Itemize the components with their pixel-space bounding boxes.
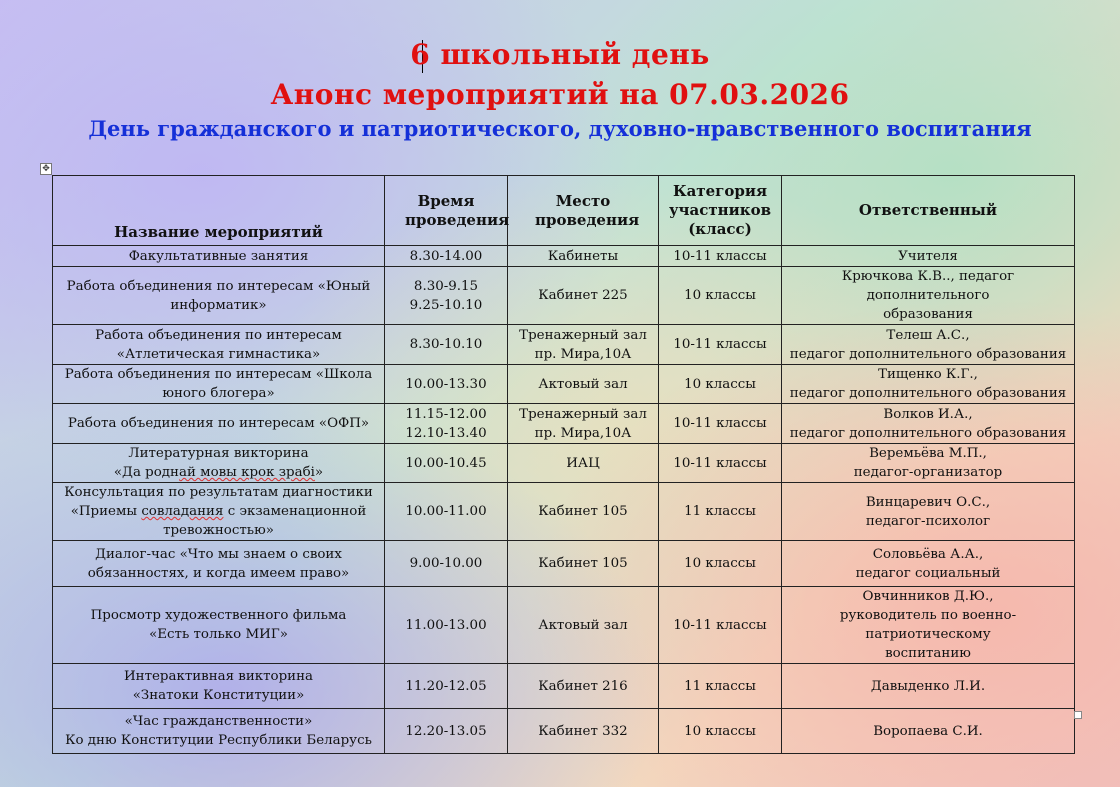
event-name-cell: Литературная викторина «Да роднай мовы крок зрабі»: [53, 444, 385, 483]
event-place-cell: Тренажерный зал пр. Мира,10А: [508, 325, 659, 365]
event-place-cell: ИАЦ: [508, 444, 659, 483]
event-time-cell: 11.15-12.00 12.10-13.40: [385, 404, 508, 444]
event-category-cell: 10-11 классы: [659, 246, 782, 267]
event-responsible-cell: Давыденко Л.И.: [782, 664, 1075, 709]
event-name-cell: Диалог-час «Что мы знаем о своих обязанностях, и когда имеем право»: [53, 541, 385, 587]
event-place-cell: Кабинет 225: [508, 267, 659, 325]
table-row: [53, 709, 1075, 754]
event-place-cell: Актовый зал: [508, 365, 659, 404]
event-category-cell: 10 классы: [659, 709, 782, 754]
spellcheck-underline: совладания: [141, 504, 224, 519]
event-name-cell: Работа объединения по интересам «Школа юного блогера»: [53, 365, 385, 404]
day-title: 6 школьный день: [410, 38, 710, 71]
event-category-cell: 10 классы: [659, 365, 782, 404]
event-category-cell: 10-11 классы: [659, 404, 782, 444]
event-name-cell: Интерактивная викторина «Знатоки Конституции»: [53, 664, 385, 709]
event-category-cell: 10-11 классы: [659, 587, 782, 664]
event-name-cell: «Час гражданственности» Ко дню Конституции Республики Беларусь: [53, 709, 385, 754]
event-name-cell: Работа объединения по интересам «Атлетическая гимнастика»: [53, 325, 385, 365]
table-row: [53, 587, 1075, 664]
event-place-cell: Кабинет 105: [508, 541, 659, 587]
event-responsible-cell: Соловьёва А.А., педагог социальный: [782, 541, 1075, 587]
event-responsible-cell: Винцаревич О.С., педагог-психолог: [782, 483, 1075, 541]
event-name-cell: Работа объединения по интересам «Юный информатик»: [53, 267, 385, 325]
resize-handle-icon[interactable]: [1074, 711, 1082, 719]
event-responsible-cell: Веремьёва М.П., педагог-организатор: [782, 444, 1075, 483]
event-category-cell: 10-11 классы: [659, 325, 782, 365]
spellcheck-underline: ай мовы крок зрабі: [178, 465, 315, 480]
table-row: [53, 444, 1075, 483]
event-place-cell: Кабинет 216: [508, 664, 659, 709]
event-time-cell: 10.00-13.30: [385, 365, 508, 404]
event-time-cell: 10.00-10.45: [385, 444, 508, 483]
theme-subtitle: День гражданского и патриотического, духовно-нравственного воспитания: [88, 116, 1032, 141]
event-time-cell: 12.20-13.05: [385, 709, 508, 754]
event-name-cell: Консультация по результатам диагностики «Приемы совладания с экзаменационной тревожностью»: [53, 483, 385, 541]
event-time-cell: 10.00-11.00: [385, 483, 508, 541]
table-row: [53, 365, 1075, 404]
table-header-row: [53, 176, 1075, 246]
event-category-cell: 11 классы: [659, 483, 782, 541]
event-name-cell: Работа объединения по интересам «ОФП»: [53, 404, 385, 444]
event-category-cell: 11 классы: [659, 664, 782, 709]
table-row: [53, 483, 1075, 541]
table-row: [53, 541, 1075, 587]
table-row: [53, 664, 1075, 709]
event-name-cell: Просмотр художественного фильма «Есть только МИГ»: [53, 587, 385, 664]
table-row: [53, 325, 1075, 365]
move-arrows-icon[interactable]: ✥: [40, 163, 52, 175]
column-header-responsible: Ответственный: [782, 176, 1075, 246]
events-table: [52, 175, 1075, 754]
column-header-category: Категория участников (класс): [659, 176, 782, 246]
event-place-cell: Кабинет 105: [508, 483, 659, 541]
event-time-cell: 11.20-12.05: [385, 664, 508, 709]
event-place-cell: Тренажерный зал пр. Мира,10А: [508, 404, 659, 444]
event-place-cell: Кабинет 332: [508, 709, 659, 754]
event-time-cell: 9.00-10.00: [385, 541, 508, 587]
event-responsible-cell: Воропаева С.И.: [782, 709, 1075, 754]
announcement-title: Анонс мероприятий на 07.03.2026: [270, 78, 850, 111]
column-header-name: Название мероприятий: [53, 176, 385, 246]
column-header-place: Место проведения: [508, 176, 659, 246]
event-place-cell: Актовый зал: [508, 587, 659, 664]
event-responsible-cell: Учителя: [782, 246, 1075, 267]
event-time-cell: 8.30-9.15 9.25-10.10: [385, 267, 508, 325]
table-row: [53, 246, 1075, 267]
event-responsible-cell: Крючкова К.В.., педагог дополнительного образования: [782, 267, 1075, 325]
event-place-cell: Кабинеты: [508, 246, 659, 267]
event-category-cell: 10-11 классы: [659, 444, 782, 483]
event-name-cell: Факультативные занятия: [53, 246, 385, 267]
event-time-cell: 11.00-13.00: [385, 587, 508, 664]
event-responsible-cell: Волков И.А., педагог дополнительного образования: [782, 404, 1075, 444]
table-row: [53, 267, 1075, 325]
event-responsible-cell: Овчинников Д.Ю., руководитель по военно-патриотическому воспитанию: [782, 587, 1075, 664]
event-time-cell: 8.30-10.10: [385, 325, 508, 365]
event-responsible-cell: Телеш А.С., педагог дополнительного образования: [782, 325, 1075, 365]
event-category-cell: 10 классы: [659, 541, 782, 587]
event-time-cell: 8.30-14.00: [385, 246, 508, 267]
event-category-cell: 10 классы: [659, 267, 782, 325]
column-header-time: Время проведения: [385, 176, 508, 246]
table-row: [53, 404, 1075, 444]
event-responsible-cell: Тищенко К.Г., педагог дополнительного образования: [782, 365, 1075, 404]
